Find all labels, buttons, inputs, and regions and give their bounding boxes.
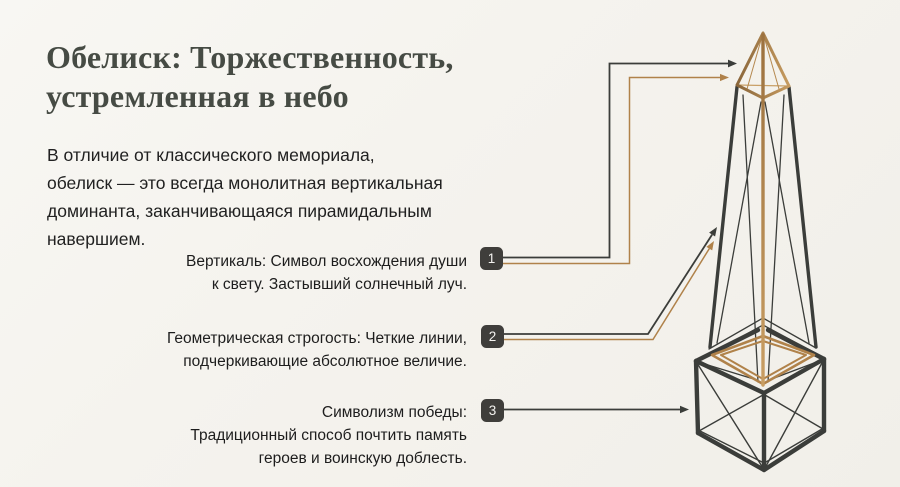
annotation-line: к свету. Застывший солнечный луч.: [211, 276, 467, 293]
arrowhead-2-dark: [709, 227, 717, 237]
intro-line: навершием.: [47, 229, 146, 249]
intro-line: В отличие от классического мемориала,: [47, 145, 375, 165]
annotation-geometry: [167, 327, 467, 373]
title-line-1: Обелиск: Торжественность,: [46, 39, 454, 75]
annotation-vertical: [186, 250, 467, 296]
annotation-badge-3: 3: [481, 399, 504, 422]
annotation-line: Традиционный способ почтить память: [190, 427, 467, 444]
page-title: [46, 38, 454, 116]
connector-line-2-dark: [504, 227, 717, 334]
arrowhead-1-dark: [728, 60, 737, 68]
annotation-badge-1: 1: [480, 247, 503, 270]
annotation-symbolism: [190, 401, 467, 470]
connector-line-1-dark: [503, 60, 737, 258]
annotation-line: подчеркивающие абсолютное величие.: [183, 353, 467, 370]
arrowhead-1-gold: [720, 74, 729, 81]
connector-line-1-gold: [503, 74, 729, 264]
connector-line-3-dark: [504, 406, 689, 414]
annotation-line: Геометрическая строгость: Четкие линии,: [167, 330, 467, 347]
intro-line: обелиск — это всегда монолитная вертикальная: [47, 173, 443, 193]
intro-line: доминанта, заканчивающаяся пирамидальным: [47, 201, 432, 221]
annotation-line: Символизм победы:: [321, 404, 467, 421]
intro-paragraph: [47, 141, 443, 253]
annotation-line: Вертикаль: Символ восхождения души: [186, 253, 467, 270]
title-line-2: устремленная в небо: [46, 78, 349, 114]
annotation-line: героев и воинскую доблесть.: [258, 450, 467, 467]
annotation-badge-2: 2: [481, 325, 504, 348]
arrowhead-3-dark: [680, 406, 689, 414]
